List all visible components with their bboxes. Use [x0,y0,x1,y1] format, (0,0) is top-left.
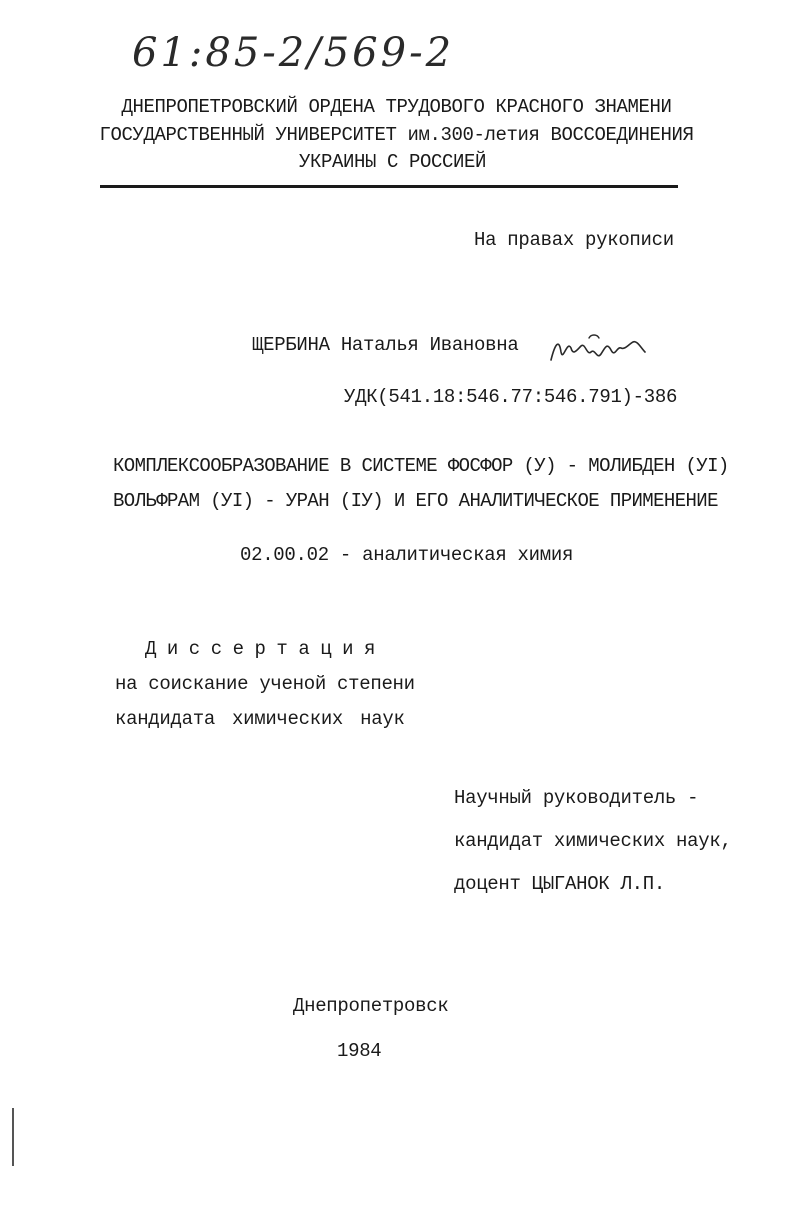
udc-code: УДК(541.18:546.77:546.791)-386 [344,386,678,408]
author-name: ЩЕРБИНА Наталья Ивановна [252,334,519,356]
archive-number-handwritten: 61:85-2/569-2 [132,30,455,76]
author-signature [545,330,655,375]
scan-margin-mark [12,1108,14,1166]
manuscript-note: На правах рукописи [474,229,674,251]
supervisor-title: Научный руководитель - [454,787,699,809]
institution-line-3: УКРАИНЫ С РОССИЕЙ [298,151,487,173]
title-line-2: ВОЛЬФРАМ (УI) - УРАН (IУ) И ЕГО АНАЛИТИЧЕСКОЕ ПРИМЕНЕНИЕ [113,490,718,512]
specialty: 02.00.02 - аналитическая химия [240,544,574,566]
institution-line-2: ГОСУДАРСТВЕННЫЙ УНИВЕРСИТЕТ им.300-летия ВОССОЕДИНЕНИЯ [99,124,694,146]
dissertation-field-line: кандидата химических наук [115,708,405,730]
supervisor-degree: кандидат химических наук, [454,830,732,852]
city: Днепропетровск [293,995,449,1017]
title-line-1: КОМПЛЕКСООБРАЗОВАНИЕ В СИСТЕМЕ ФОСФОР (У) - МОЛИБДЕН (УI) [113,455,729,477]
supervisor-name: доцент ЦЫГАНОК Л.П. [454,873,665,895]
header-divider [100,185,678,188]
year: 1984 [337,1040,382,1062]
dissertation-label: Диссертация [145,638,386,660]
dissertation-degree-line: на соискание ученой степени [115,673,415,695]
institution-line-1: ДНЕПРОПЕТРОВСКИЙ ОРДЕНА ТРУДОВОГО КРАСНОГО ЗНАМЕНИ [121,96,672,118]
